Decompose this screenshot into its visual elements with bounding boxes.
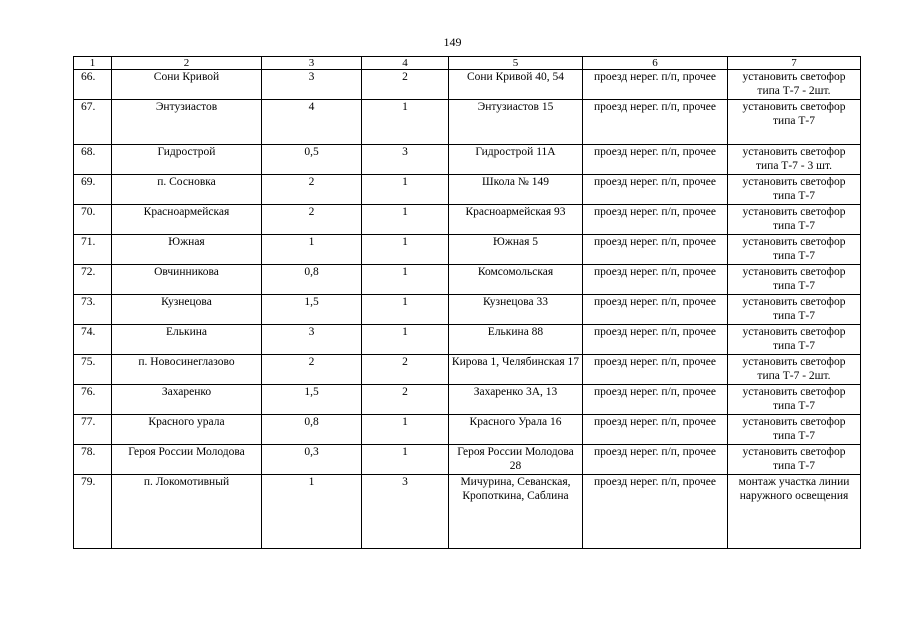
street-cell: Южная [112,235,262,265]
value-cell: 3 [262,325,362,355]
value-cell: 0,8 [262,265,362,295]
count-cell: 1 [362,295,449,325]
type-cell: проезд нерег. п/п, прочее [583,445,728,475]
row-number: 67. [74,100,112,145]
count-cell: 1 [362,175,449,205]
table-row [74,415,861,445]
action-cell: установить светофор типа Т-7 - 3 шт. [728,145,861,175]
row-number: 73. [74,295,112,325]
value-cell: 1 [262,235,362,265]
street-cell: Сони Кривой [112,70,262,100]
table-row [74,235,861,265]
address-cell: Героя России Молодова 28 [449,445,583,475]
row-number: 75. [74,355,112,385]
count-cell: 2 [362,70,449,100]
value-cell: 4 [262,100,362,145]
type-cell: проезд нерег. п/п, прочее [583,355,728,385]
action-cell: монтаж участка линии наружного освещения [728,475,861,549]
table-row [74,295,861,325]
street-cell: Героя России Молодова [112,445,262,475]
count-cell: 1 [362,325,449,355]
table-header-row [74,57,861,70]
action-cell: установить светофор типа Т-7 - 2шт. [728,355,861,385]
table-row [74,70,861,100]
value-cell: 2 [262,205,362,235]
row-number: 71. [74,235,112,265]
column-header: 4 [362,57,449,70]
action-cell: установить светофор типа Т-7 [728,235,861,265]
action-cell: установить светофор типа Т-7 [728,265,861,295]
row-number: 78. [74,445,112,475]
value-cell: 3 [262,70,362,100]
count-cell: 1 [362,205,449,235]
street-cell: Елькина [112,325,262,355]
count-cell: 3 [362,145,449,175]
value-cell: 1 [262,475,362,549]
value-cell: 0,8 [262,415,362,445]
table-row [74,325,861,355]
address-cell: Комсомольская [449,265,583,295]
street-cell: п. Сосновка [112,175,262,205]
action-cell: установить светофор типа Т-7 [728,295,861,325]
address-cell: Захаренко 3А, 13 [449,385,583,415]
street-cell: п. Локомотивный [112,475,262,549]
address-cell: Кирова 1, Челябинская 17 [449,355,583,385]
address-cell: Школа № 149 [449,175,583,205]
table-row [74,475,861,549]
table-row [74,175,861,205]
type-cell: проезд нерег. п/п, прочее [583,235,728,265]
row-number: 79. [74,475,112,549]
value-cell: 1,5 [262,295,362,325]
address-cell: Гидрострой 11А [449,145,583,175]
action-cell: установить светофор типа Т-7 [728,175,861,205]
count-cell: 1 [362,445,449,475]
type-cell: проезд нерег. п/п, прочее [583,325,728,355]
street-cell: Гидрострой [112,145,262,175]
column-header: 6 [583,57,728,70]
table-row [74,205,861,235]
type-cell: проезд нерег. п/п, прочее [583,175,728,205]
street-cell: Энтузиастов [112,100,262,145]
row-number: 69. [74,175,112,205]
column-header: 5 [449,57,583,70]
address-cell: Мичурина, Севанская, Кропоткина, Саблина [449,475,583,549]
row-number: 70. [74,205,112,235]
value-cell: 2 [262,175,362,205]
count-cell: 1 [362,415,449,445]
value-cell: 1,5 [262,385,362,415]
column-header: 1 [74,57,112,70]
table-row [74,355,861,385]
row-number: 74. [74,325,112,355]
column-header: 3 [262,57,362,70]
count-cell: 2 [362,355,449,385]
action-cell: установить светофор типа Т-7 [728,385,861,415]
count-cell: 1 [362,100,449,145]
count-cell: 2 [362,385,449,415]
address-cell: Елькина 88 [449,325,583,355]
table-row [74,445,861,475]
table-row [74,265,861,295]
value-cell: 0,5 [262,145,362,175]
action-cell: установить светофор типа Т-7 [728,445,861,475]
street-cell: Красноармейская [112,205,262,235]
count-cell: 1 [362,265,449,295]
type-cell: проезд нерег. п/п, прочее [583,415,728,445]
row-number: 76. [74,385,112,415]
address-cell: Красноармейская 93 [449,205,583,235]
row-number: 72. [74,265,112,295]
data-table [73,56,861,549]
type-cell: проезд нерег. п/п, прочее [583,295,728,325]
count-cell: 1 [362,235,449,265]
column-header: 2 [112,57,262,70]
address-cell: Сони Кривой 40, 54 [449,70,583,100]
type-cell: проезд нерег. п/п, прочее [583,100,728,145]
action-cell: установить светофор типа Т-7 [728,325,861,355]
table-row [74,100,861,145]
address-cell: Кузнецова 33 [449,295,583,325]
street-cell: Захаренко [112,385,262,415]
type-cell: проезд нерег. п/п, прочее [583,265,728,295]
address-cell: Южная 5 [449,235,583,265]
table-row [74,385,861,415]
type-cell: проезд нерег. п/п, прочее [583,205,728,235]
address-cell: Красного Урала 16 [449,415,583,445]
type-cell: проезд нерег. п/п, прочее [583,385,728,415]
page-number: 149 [443,35,462,49]
count-cell: 3 [362,475,449,549]
column-header: 7 [728,57,861,70]
type-cell: проезд нерег. п/п, прочее [583,145,728,175]
street-cell: п. Новосинеглазово [112,355,262,385]
action-cell: установить светофор типа Т-7 - 2шт. [728,70,861,100]
address-cell: Энтузиастов 15 [449,100,583,145]
row-number: 77. [74,415,112,445]
street-cell: Красного урала [112,415,262,445]
type-cell: проезд нерег. п/п, прочее [583,70,728,100]
street-cell: Овчинникова [112,265,262,295]
row-number: 68. [74,145,112,175]
value-cell: 2 [262,355,362,385]
row-number: 66. [74,70,112,100]
action-cell: установить светофор типа Т-7 [728,415,861,445]
action-cell: установить светофор типа Т-7 [728,205,861,235]
value-cell: 0,3 [262,445,362,475]
table-row [74,145,861,175]
street-cell: Кузнецова [112,295,262,325]
action-cell: установить светофор типа Т-7 [728,100,861,145]
type-cell: проезд нерег. п/п, прочее [583,475,728,549]
